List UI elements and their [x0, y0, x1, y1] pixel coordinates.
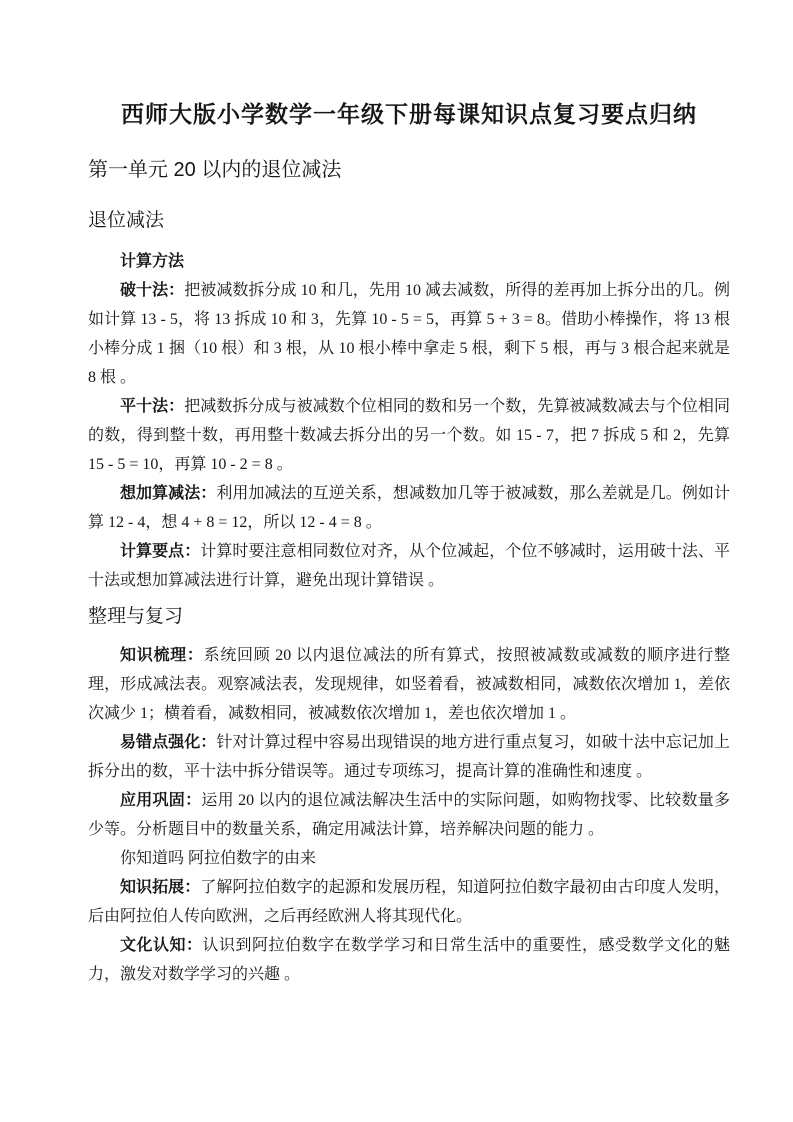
doc-title: 西师大版小学数学一年级下册每课知识点复习要点归纳 [121, 101, 697, 127]
paragraph-text: 把减数拆分成与被减数个位相同的数和另一个数，先算被减数减去与个位相同的数，得到整十数，再用整十数减去拆分出的另一个数。如 15 - 7，把 7 拆成 5 和 2，先算 15 - 5 = 10，再算 10 - 2 = 8 。 [88, 398, 730, 473]
topic-review [88, 606, 730, 989]
paragraph-po-shi-fa [88, 276, 730, 392]
paragraph-text: 针对计算过程中容易出现错误的地方进行重点复习，如破十法中忘记加上拆分出的数，平十法中拆分错误等。通过专项练习，提高计算的准确性和速度 。 [88, 734, 730, 780]
paragraph-cultural-cognition [88, 931, 730, 989]
paragraph-text: 了解阿拉伯数字的起源和发展历程，知道阿拉伯数字最初由古印度人发明，后由阿拉伯人传向欧洲，之后再经欧洲人将其现代化。 [88, 879, 730, 925]
paragraph-calculation-keypoints [88, 537, 730, 595]
paragraph-text: 运用 20 以内的退位减法解决生活中的实际问题，如购物找零、比较数量多少等。分析题目中的数量关系，确定用减法计算，培养解决问题的能力 。 [88, 792, 730, 838]
paragraph-application [88, 786, 730, 844]
paragraph-think-addition [88, 479, 730, 537]
paragraph-lead: 破十法： [120, 282, 185, 299]
paragraph-lead: 应用巩固： [120, 792, 202, 809]
paragraph-text: 利用加减法的互逆关系，想减数加几等于被减数，那么差就是几。例如计算 12 - 4，想 4 + 8 = 12，所以 12 - 4 = 8 。 [88, 485, 730, 531]
paragraph-lead: 平十法： [120, 398, 185, 415]
paragraph-text: 系统回顾 20 以内退位减法的所有算式，按照被减数或减数的顺序进行整理，形成减法表。观察减法表，发现规律，如竖着看，被减数相同，减数依次增加 1，差依次减少 1；横着看，减数相同，被减数依次增加 1，差也依次增加 1 。 [88, 647, 730, 722]
paragraph-lead: 易错点强化： [120, 734, 217, 751]
paragraph-text: 把被减数拆分成 10 和几，先用 10 减去减数，所得的差再加上拆分出的几。例如计算 13 - 5，将 13 拆成 10 和 3，先算 10 - 5 = 5，再算 5 + 3 = 8。借助小棒操作，将 13 根小棒分成 1 捆（10 根）和 3 根，从 10 根小棒中拿走 5 根，剩下 5 根，再与 3 根合起来就是 8 根 。 [88, 282, 730, 386]
topic-borrow-subtraction [88, 210, 730, 595]
topic-heading-subtraction: 退位减法 [88, 210, 165, 231]
paragraph-knowledge-sorting [88, 641, 730, 728]
paragraph-error-prone-points [88, 728, 730, 786]
paragraph-text: 计算时要注意相同数位对齐，从个位减起，个位不够减时，运用破十法、平十法或想加算减法进行计算，避免出现计算错误 。 [88, 543, 730, 589]
paragraph-text: 认识到阿拉伯数字在数学学习和日常生活中的重要性，感受数学文化的魅力，激发对数学学习的兴趣 。 [88, 937, 730, 983]
paragraph-knowledge-expansion [88, 873, 730, 931]
paragraph-lead: 计算要点： [120, 543, 201, 560]
paragraph-did-you-know [88, 844, 730, 873]
unit-heading: 第一单元 20 以内的退位减法 [88, 159, 342, 181]
paragraph-lead: 想加算减法： [120, 485, 217, 502]
paragraph-lead: 文化认知： [120, 937, 203, 954]
topic-heading-review: 整理与复习 [88, 606, 184, 627]
paragraph-lead: 知识拓展： [120, 879, 201, 896]
sub-heading-calculation-methods: 计算方法 [120, 253, 185, 270]
paragraph-text: 你知道吗 阿拉伯数字的由来 [120, 850, 317, 867]
paragraph-ping-shi-fa [88, 392, 730, 479]
paragraph-lead: 知识梳理： [120, 647, 204, 664]
